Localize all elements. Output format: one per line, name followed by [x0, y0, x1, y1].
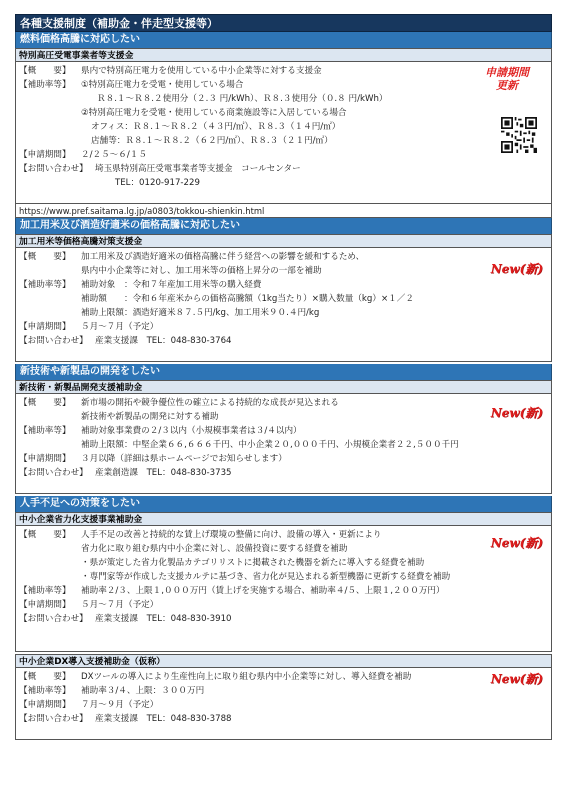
program-title-newtech: 新技術・新製品開発支援補助金 [15, 380, 552, 394]
program-title-rice: 加工用米等価格高騰対策支援金 [15, 234, 552, 248]
contact-text: 産業支援課 TEL：048-830-3764 [95, 336, 232, 346]
label-period: 【申請期間】 [19, 454, 71, 464]
qr-code-icon[interactable] [501, 117, 537, 153]
contact-phone: TEL：0120-917-229 [115, 178, 200, 188]
summary-text: ・専門家等が作成した支援カルテに基づき、省力化が見込まれる新型機器に更新する経費を補助 [81, 572, 451, 582]
label-period: 【申請期間】 [19, 322, 71, 332]
summary-text: ・県が策定した省力化製品カテゴリリストに掲載された機器を新たに導入する経費を補助 [81, 558, 425, 568]
period-update-badge: 申請期間 更新 [485, 66, 529, 92]
subsidy-text: 補助上限額：中堅企業６６,６６６千円、中小企業２０,０００千円、小規模企業者２２,５００千円 [81, 440, 459, 450]
label-summary: 【概 要】 [19, 398, 71, 408]
summary-text: 加工用米及び酒造好適米の価格高騰に伴う経営への影響を緩和するため、 [81, 252, 365, 262]
label-subsidy-rate: 【補助率等】 [19, 586, 71, 596]
subsidy-text: 補助率３/４、上限：３００万円 [81, 686, 205, 696]
program-url-link[interactable]: https://www.pref.saitama.lg.jp/a0803/tokkou-shienkin.html [15, 204, 552, 218]
section-header-labor: 人手不足への対策をしたい [15, 496, 552, 512]
subsidy-text: 店舗等：Ｒ８.１～Ｒ８.２（６２円/㎡）、Ｒ８.３（２１円/㎡） [91, 136, 333, 146]
new-badge: New(新) [490, 672, 543, 686]
contact-text: 産業支援課 TEL：048-830-3788 [95, 714, 232, 724]
subsidy-text: ②特別高圧電力を受電・使用している商業施設等に入居している場合 [81, 108, 347, 118]
subsidy-text: 補助上限額：酒造好適米８７.５円/kg、加工用米９０.４円/kg [81, 308, 320, 318]
label-subsidy-rate: 【補助率等】 [19, 426, 71, 436]
page-title: 各種支援制度（補助金・伴走型支援等） [15, 14, 552, 32]
period-text: ２/２５～６/１５ [81, 150, 147, 160]
section-header-fuel: 燃料価格高騰に対応したい [15, 32, 552, 48]
label-contact: 【お問い合わせ】 [19, 468, 88, 478]
section-header-newtech: 新技術や新製品の開発をしたい [15, 364, 552, 380]
subsidy-text: オフィス：Ｒ８.１～Ｒ８.２（４３円/㎡）、Ｒ８.３（１４円/㎡） [91, 122, 341, 132]
program-body-tokkou [15, 62, 552, 204]
summary-text: 新技術や新製品の開発に対する補助 [81, 412, 219, 422]
page [15, 14, 552, 740]
label-subsidy-rate: 【補助率等】 [19, 80, 71, 90]
summary-text: 人手不足の改善と持続的な賃上げ環境の整備に向け、設備の導入・更新により [81, 530, 382, 540]
program-body-labor [15, 526, 552, 652]
label-contact: 【お問い合わせ】 [19, 164, 88, 174]
program-body-rice [15, 248, 552, 362]
period-text: ５月～７月（予定） [81, 322, 159, 332]
section-header-rice: 加工用米及び酒造好適米の価格高騰に対応したい [15, 218, 552, 234]
label-subsidy-rate: 【補助率等】 [19, 686, 71, 696]
period-text: ５月～７月（予定） [81, 600, 159, 610]
label-summary: 【概 要】 [19, 530, 71, 540]
period-text: ７月～９月（予定） [81, 700, 159, 710]
label-contact: 【お問い合わせ】 [19, 614, 88, 624]
contact-text: 産業創造課 TEL：048-830-3735 [95, 468, 232, 478]
contact-text: 埼玉県特別高圧受電事業者等支援金 コールセンター [95, 164, 301, 174]
label-period: 【申請期間】 [19, 600, 71, 610]
subsidy-text: 補助対象事業費の２/３以内（小規模事業者は３/４以内） [81, 426, 302, 436]
program-title-labor: 中小企業省力化支援事業補助金 [15, 512, 552, 526]
label-contact: 【お問い合わせ】 [19, 714, 88, 724]
subsidy-text: 補助率２/３、上限１,０００万円（賃上げを実施する場合、補助率４/５、上限１,２００万円） [81, 586, 445, 596]
new-badge: New(新) [490, 406, 543, 420]
new-badge: New(新) [490, 536, 543, 550]
summary-text: 県内で特別高圧電力を使用している中小企業等に対する支援金 [81, 66, 322, 76]
subsidy-text: Ｒ８.１～Ｒ８.２使用分（２.３ 円/kWh）、Ｒ８.３使用分（０.８ 円/kWh） [97, 94, 388, 104]
program-body-newtech [15, 394, 552, 494]
subsidy-text: ①特別高圧電力を受電・使用している場合 [81, 80, 244, 90]
label-period: 【申請期間】 [19, 150, 71, 160]
new-badge: New(新) [490, 262, 543, 276]
contact-text: 産業支援課 TEL：048-830-3910 [95, 614, 232, 624]
summary-text: DXツールの導入により生産性向上に取り組む県内中小企業等に対し、導入経費を補助 [81, 672, 412, 682]
summary-text: 省力化に取り組む県内中小企業に対し、設備投資に要する経費を補助 [81, 544, 348, 554]
summary-text: 県内中小企業等に対し、加工用米等の価格上昇分の一部を補助 [81, 266, 322, 276]
label-subsidy-rate: 【補助率等】 [19, 280, 71, 290]
program-title-dx: 中小企業DX導入支援補助金（仮称） [15, 654, 552, 668]
label-summary: 【概 要】 [19, 252, 71, 262]
label-summary: 【概 要】 [19, 66, 71, 76]
label-period: 【申請期間】 [19, 700, 71, 710]
subsidy-text: 補助額 ：令和６年産米からの価格高騰額（1kg当たり）×購入数量（kg）×１／２ [81, 294, 414, 304]
program-body-dx [15, 668, 552, 740]
program-title-tokkou: 特別高圧受電事業者等支援金 [15, 48, 552, 62]
subsidy-text: 補助対象 ：令和７年産加工用米等の購入経費 [81, 280, 262, 290]
period-text: ３月以降（詳細は県ホームページでお知らせします） [81, 454, 287, 464]
label-summary: 【概 要】 [19, 672, 71, 682]
label-contact: 【お問い合わせ】 [19, 336, 88, 346]
summary-text: 新市場の開拓や競争優位性の確立による持続的な成長が見込まれる [81, 398, 339, 408]
